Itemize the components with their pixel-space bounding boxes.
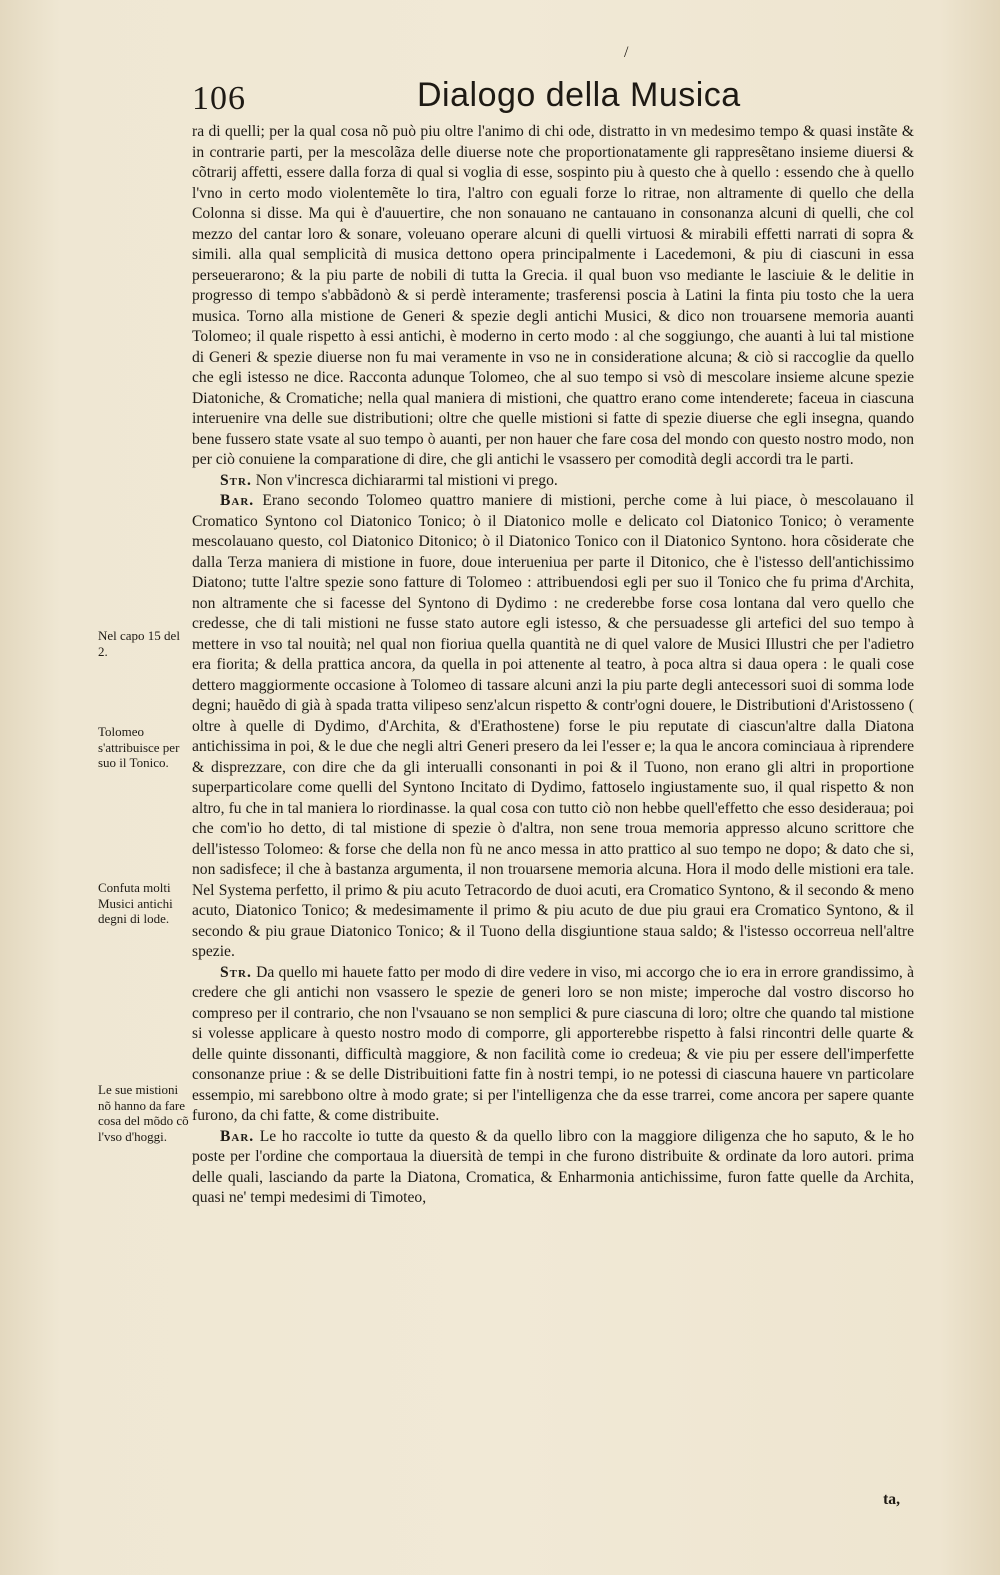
page-header bbox=[192, 70, 922, 122]
main-text-block bbox=[192, 122, 914, 1209]
dialogue-turn-strozzi-1 bbox=[192, 471, 914, 492]
dialogue-text: Erano secondo Tolomeo quattro maniere di mistioni, perche come à lui piace, ò mescolauano il Cromatico Syntono col Diatonico Tonico; ò il Diatonico molle e delicato col Diatonico Tonico; ò veramente mescolauano questo, col Diatonico Ditonico; ò il Diatonico Tonico con il Diatonico Syntono. hora cõsiderate che dalla Terza maniera di mistione in fuore, doue interueniua per parte il Ditonico, che è l'istesso dell'antichissimo Diatono; tutte l'altre spezie sono fatture di Tolomeo : attribuendosi egli per suo il Tonico che fu prima d'Archita, non altramente che si facesse del Syntono di Dydimo : ne crederebbe forse cosa lontana dal vero quello che credesse, che di tali mistioni ne fusse stato autore egli istesso, & che persuadesse gli artefici del suo tempo à mettere in vso tal nouità; nel qual non fioriua quella quantità ne di quel valore de Musici Illustri che per l'adietro era fiorita; & della prattica ancora, da quella in poi attenente al teatro, à poca altra si daua opera : le quali cose dettero maggiormente occasione à Tolomeo di tassare alcuni anzi la piu parte degli antecessori suoi di somma lode degni; hauẽdo di già à spada tratta vilipeso senz'alcun rispetto & contr'ogni douere, le Distributioni d'Aristosseno ( oltre à quelle di Dydimo, d'Archita, & d'Erathostene) forse le piu reputate di ciascun'altre dalla Diatona antichissima in poi, & le due che negli altri Generi presero da lei l'esser e; la qua le ancora cominciaua à riprendere & disprezzare, con dire che da gli interualli consonanti in poi & il Tuono, non erano gli altri in proportione superparticolare come quelli del Syntono Incitato di Dydimo, fattoselo ingiustamente suo, il qual rispetto & non altro, fu che in tal maniera lo riordinasse. la qual cosa con tutto ciò non hebbe quell'effetto che esso desideraua; poi che com'io ho detto, di tal mistione di spezie ò d'altra, non sene troua memoria appresso alcuno scrittore che dell'istesso Tolomeo: & forse che della non fù ne anco messa in atto prattico al suo tempo ne dopo; & dato che si, non sadisfece; il che à bastanza argumenta, il non trouarsene memoria alcuna. Hora il modo delle mistioni era tale. Nel Systema perfetto, il primo & piu acuto Tetracordo de duoi acuti, era Cromatico Syntono, & il secondo & meno acuto, Diatonico Tonico; & medesimamente il primo & piu acuto de due piu graui era Cromatico Syntono, & il secondo & piu graue Diatonico Tonico; & il Tuono della disgiuntione staua saldo; & l'istesso occorreua nell'altre spezie. bbox=[192, 492, 915, 960]
dialogue-turn-bardi-1 bbox=[192, 491, 914, 963]
catchword: ta, bbox=[883, 1491, 900, 1508]
margin-note-reference: Nel capo 15 del 2. bbox=[98, 628, 180, 659]
dialogue-turn-bardi-2 bbox=[192, 1127, 914, 1209]
paragraph-continuation: ra di quelli; per la qual cosa nõ può piu oltre l'animo di chi ode, distratto in vn medesimo tempo & quasi instãte & in contrarie parti, per la mescolãza delle diuerse note che proportionatamente gli rappresẽtano insieme diuersi & cõtrarij affetti, essere dalla forza di qual si voglia di esse, sospinto piu à questo che à quello : essendo che à quello l'vno in certo modo violentemẽte lo tira, l'altro con eguali forze lo ritrae, non altramente di quello che della Colonna si disse. Ma qui è d'auuertire, che non sonauano ne cantauano in consonanza alcuni di quelli, che col mezzo del cantar loro & sonare, voleuano operare alcuni di quelli virtuosi & mirabili effetti narrati di sopra & simili. alla qual semplicità di musica dettono opera principalmente i Lacedemoni, & piu di ciascuni in essa perseuerarono; & la piu parte de nobili di tutta la Grecia. il qual buon vso mediante le lasciuie & le delitie in progresso di tempo s'abbãdonò & si perdè interamente; trasferensi poscia à Latini la finta piu tosto che la uera musica. Torno alla mistione de Generi & spezie degli antichi Musici, & dico non trouarsene memoria auanti Tolomeo; il quale rispetto à essi antichi, è moderno in certo modo : al che soggiungo, che auanti à lui tal mistione di Generi & spezie diuerse non fu mai veramente in vso ne in consideratione alcuna; & ciò si raccoglie da quello che egli istesso ne dice. Racconta adunque Tolomeo, che al suo tempo si vsò di mescolare insieme alcune spezie Diatoniche, & Cromatiche; nella qual maniera di mistioni, che quattro erano come intenderete; faceua in ciascuna interuenire vna delle sue distributioni; oltre che quelle mistioni si fatte di spezie diuerse che egli insegna, quando bene fussero state vsate al suo tempo ò auanti, per non hauer che fare cosa del mondo con questo nostro modo, non per ciò conuiene la comparatione di dire, che gli antichi le vsassero per comodità degli accordi tra le parti. bbox=[192, 123, 914, 468]
margin-note-confuta: Confuta molti Musici antichi degni di lode. bbox=[98, 880, 173, 926]
speaker-label: Bar. bbox=[220, 1127, 255, 1145]
speaker-label: Bar. bbox=[220, 492, 255, 509]
dialogue-text: Non v'incresca dichiararmi tal mistioni vi prego. bbox=[255, 471, 558, 489]
page-number: 106 bbox=[192, 80, 246, 117]
signature-mark: / bbox=[624, 44, 629, 61]
dialogue-text: Da quello mi hauete fatto per modo di dire vedere in viso, mi accorgo che io era in errore grandissimo, à credere che gli antichi non vsassero le spezie de generi loro se non miste; imperoche dal vostro discorso ho compreso per il contrario, che non l'vsauano se non semplici & pure ciascuna di loro; oltre che quando tal mistione si volesse applicare à questo nostro modo di comporre, gli apporterebbe rispetto à falsi rincontri delle quarte & delle quinte dissonanti, difficultà maggiore, & non facilità come io credeua; & vie piu per essere dell'imperfette consonanze priue : & se delle Distribuitioni fatte fin à nostri tempi, io ne potessi di ciascuna hauere vn particolare essempio, mi sarebbono oltre à modo grate; si per l'intelligenza che da esse trarrei, come ancora per sapere quante furono, da chi fatte, & come distribuite. bbox=[192, 963, 914, 1124]
dialogue-text: Le ho raccolte io tutte da questo & da quello libro con la maggiore diligenza che ho saputo, & le ho poste per l'ordine che comportaua la diuersità de tempi in che furono distribuite & ordinate da loro autori. prima delle quali, lasciando da parte la Diatona, Cromatica, & Enharmonia antichissime, furon fatte quelle da Archita, quasi ne' tempi medesimi di Timoteo, bbox=[192, 1127, 915, 1206]
speaker-label: Str. bbox=[220, 471, 252, 489]
margin-note-mistioni: Le sue mistioni nõ hanno da fare cosa del mõdo cõ l'vso d'hoggi. bbox=[98, 1082, 189, 1144]
speaker-label: Str. bbox=[220, 963, 252, 981]
running-title: Dialogo della Musica bbox=[417, 76, 741, 114]
margin-note-tolomeo: Tolomeo s'attribuisce per suo il Tonico. bbox=[98, 724, 180, 770]
dialogue-turn-strozzi-2 bbox=[192, 963, 914, 1127]
